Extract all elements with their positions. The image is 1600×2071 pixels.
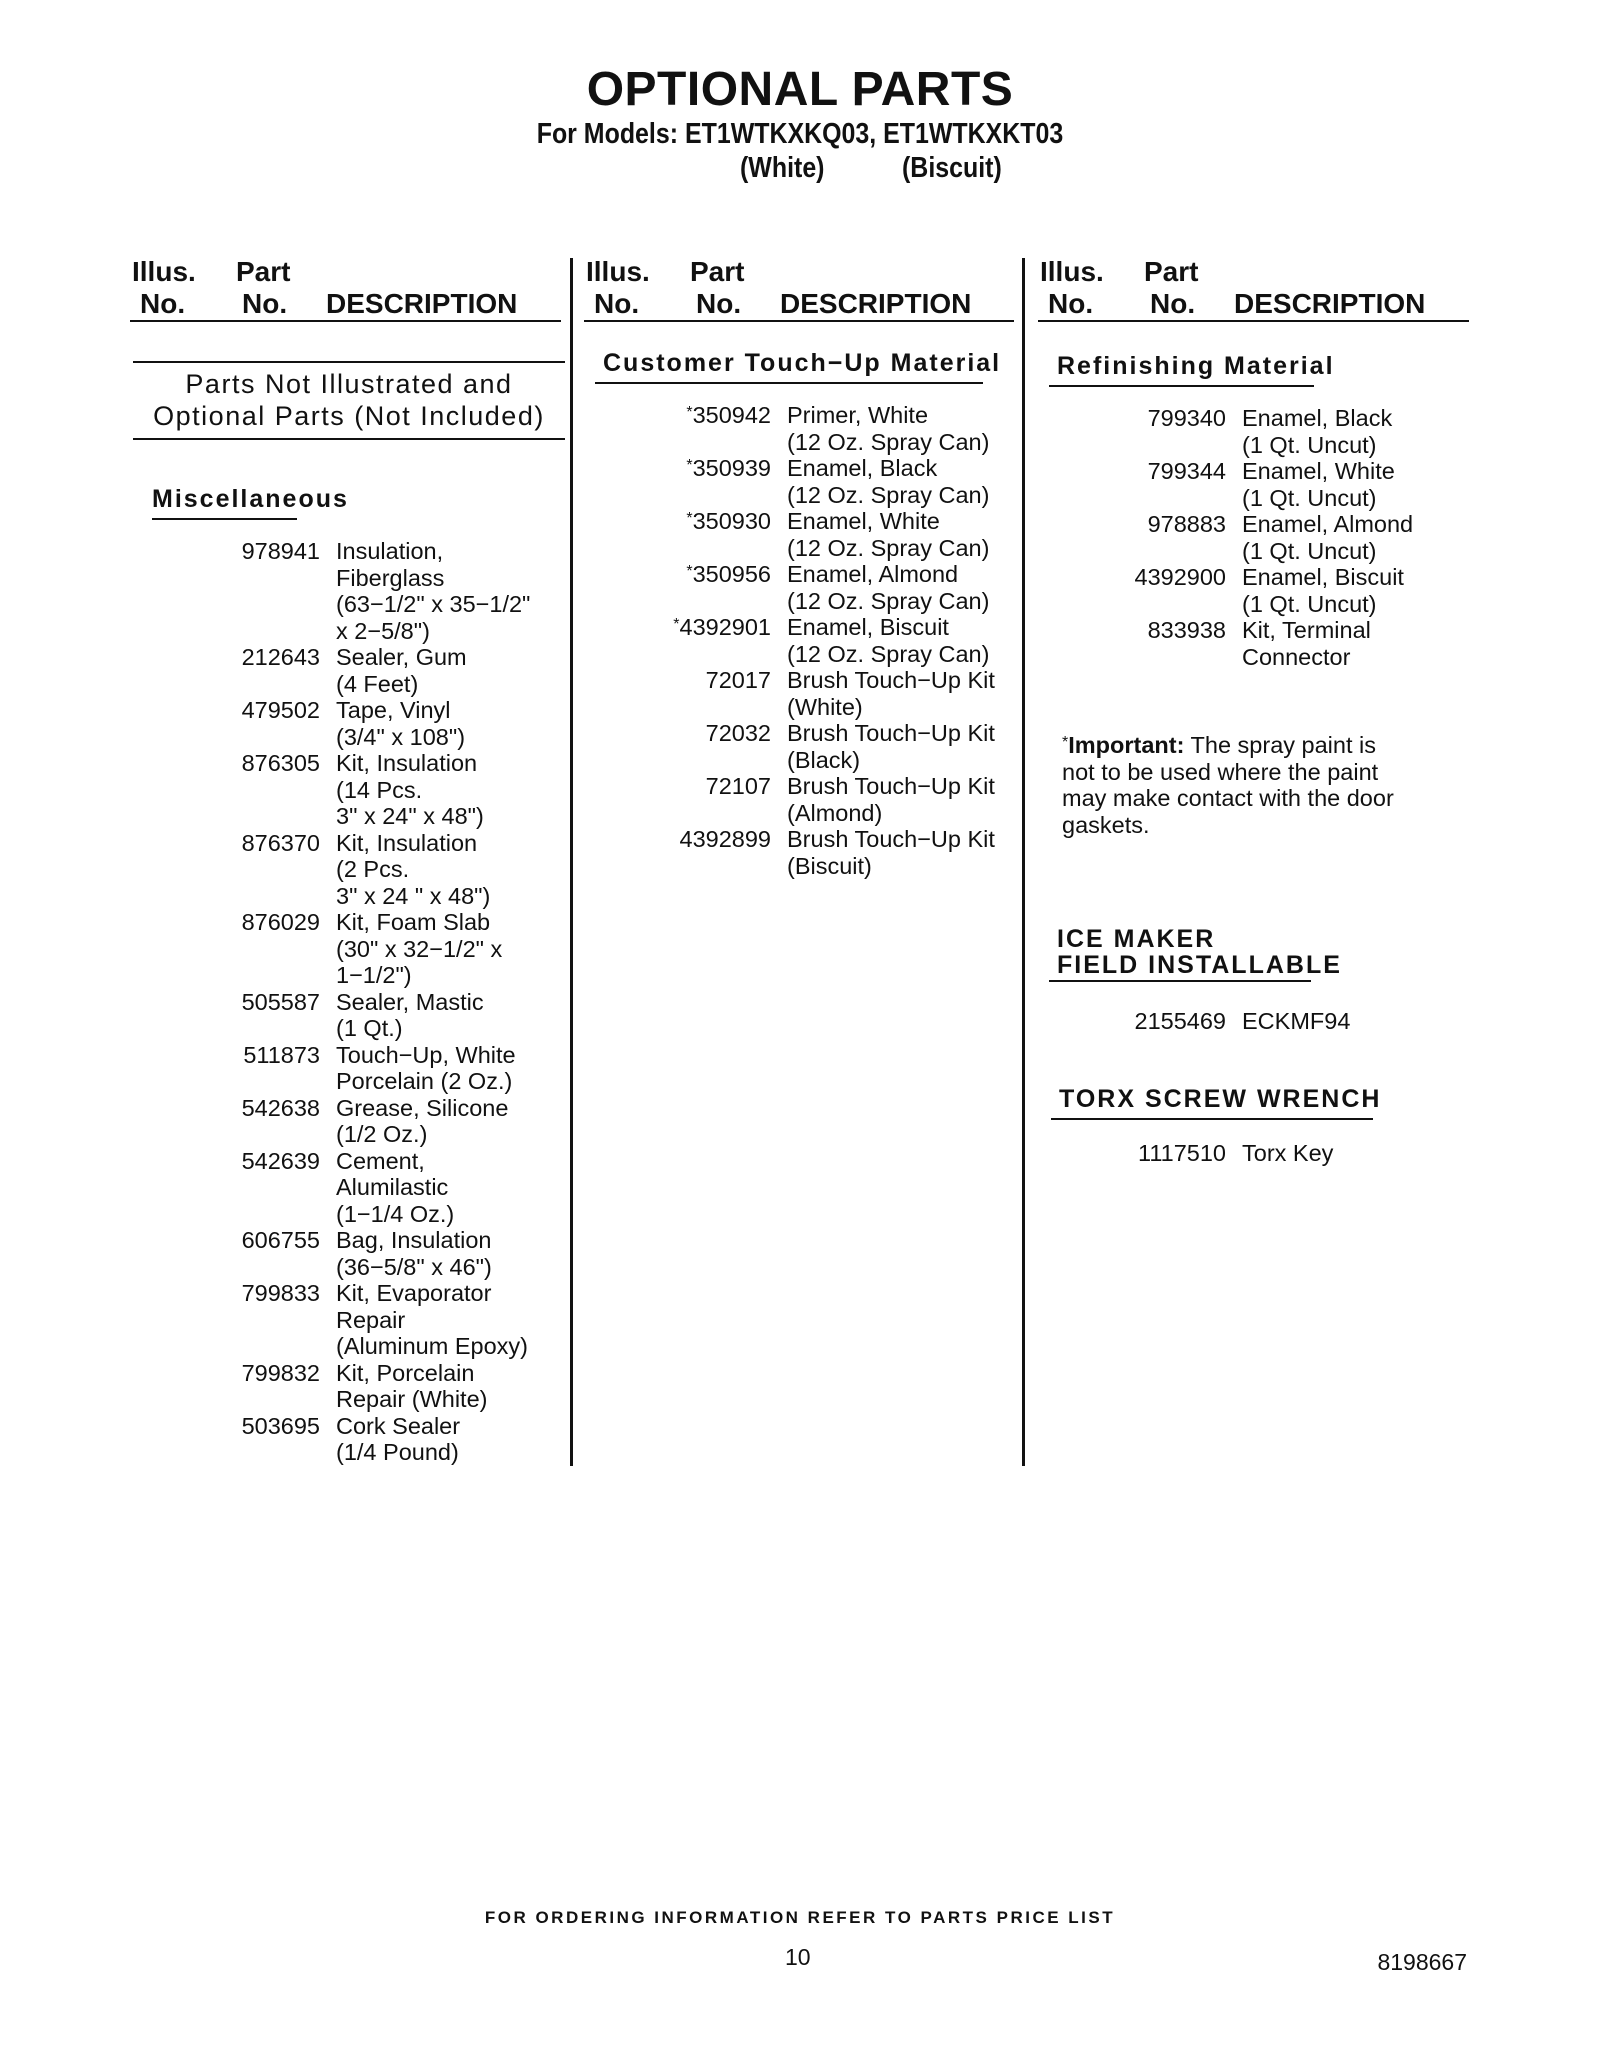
part-number-text: 1117510 — [1138, 1140, 1226, 1166]
part-number — [200, 830, 320, 910]
asterisk-mark: * — [686, 510, 693, 527]
part-description: Enamel, Black (12 Oz. Spray Can) — [787, 455, 990, 508]
list-item — [200, 750, 530, 830]
part-description: Kit, Insulation (2 Pcs. 3" x 24 " x 48") — [336, 829, 491, 909]
list-item — [1096, 458, 1413, 511]
part-number — [640, 614, 771, 667]
list-item — [200, 1227, 530, 1280]
header-description: DESCRIPTION — [1234, 288, 1426, 319]
part-description: Primer, White (12 Oz. Spray Can) — [787, 402, 990, 455]
header-part: Part — [236, 256, 291, 287]
list-item — [200, 1095, 530, 1148]
part-description: Sealer, Gum (4 Feet) — [336, 644, 467, 697]
list-item — [1126, 1140, 1333, 1167]
part-number-text: 978941 — [241, 538, 320, 564]
part-number — [200, 1148, 320, 1228]
part-number — [200, 538, 320, 644]
part-description: Kit, Foam Slab (30" x 32−1/2" x 1−1/2") — [336, 909, 503, 988]
page-title: OPTIONAL PARTS — [586, 63, 1014, 116]
part-number — [1096, 617, 1226, 670]
header-description: DESCRIPTION — [780, 288, 972, 319]
asterisk-mark: * — [686, 457, 693, 474]
not-included-bottom-rule — [133, 438, 565, 440]
list-item — [640, 561, 995, 614]
part-number-text: 542639 — [241, 1147, 320, 1174]
part-number-text: 72107 — [705, 773, 771, 799]
part-number — [200, 1413, 320, 1466]
part-description: Brush Touch−Up Kit (Black) — [787, 720, 995, 773]
touchup-list — [640, 402, 995, 879]
header-illus-no: No. — [140, 288, 186, 319]
section-title-miscellaneous: Miscellaneous — [152, 485, 349, 514]
part-number-text: 4392899 — [679, 826, 771, 852]
list-item — [640, 773, 995, 826]
icemaker-list — [1126, 1008, 1350, 1035]
page-number: 10 — [785, 1944, 811, 1970]
list-item — [200, 909, 530, 989]
part-number — [200, 750, 320, 830]
part-description: Brush Touch−Up Kit (White) — [787, 667, 995, 720]
part-description: Grease, Silicone (1/2 Oz.) — [336, 1094, 509, 1147]
part-number-text: 799833 — [241, 1280, 320, 1306]
section-title-icemaker: ICE MAKER FIELD INSTALLABLE — [1057, 926, 1342, 978]
part-number-text: 350942 — [692, 402, 771, 428]
part-number-text: 511873 — [243, 1041, 320, 1068]
header-illus: Illus. — [1040, 256, 1104, 287]
list-item — [640, 614, 995, 667]
part-description: Enamel, Almond (1 Qt. Uncut) — [1242, 511, 1414, 564]
list-item — [200, 644, 530, 697]
column-divider-2 — [1022, 258, 1025, 1466]
part-description: Brush Touch−Up Kit (Biscuit) — [787, 826, 995, 879]
part-number — [200, 1360, 320, 1413]
list-item — [200, 830, 530, 910]
part-number — [200, 1227, 320, 1280]
part-number — [1126, 1140, 1226, 1167]
list-item — [1096, 564, 1413, 617]
part-number-text: 833938 — [1147, 617, 1226, 643]
not-included-heading: Parts Not Illustrated and Optional Parts (Not Included) — [153, 369, 545, 431]
part-number-text: 72017 — [705, 667, 771, 693]
part-description: Enamel, Black (1 Qt. Uncut) — [1242, 405, 1393, 458]
part-description: Cork Sealer (1/4 Pound) — [336, 1412, 461, 1465]
part-number-text: 799832 — [241, 1359, 320, 1386]
header-part-no: No. — [242, 288, 288, 319]
part-number — [640, 773, 771, 826]
part-number — [200, 909, 320, 989]
part-number-text: 4392901 — [679, 614, 771, 640]
miscellaneous-list — [200, 538, 530, 1466]
part-description: Kit, Evaporator Repair (Aluminum Epoxy) — [336, 1280, 528, 1359]
part-description: ECKMF94 — [1242, 1008, 1351, 1034]
asterisk-mark: * — [686, 404, 693, 421]
part-number — [640, 561, 771, 614]
header-part: Part — [1144, 256, 1199, 287]
part-number — [1096, 458, 1226, 511]
part-number-text: 4392900 — [1134, 564, 1226, 590]
column-divider-1 — [570, 258, 573, 1466]
part-description: Bag, Insulation (36−5/8" x 46") — [336, 1227, 492, 1280]
note-text: The spray paint is not to be used where the paint may make contact with the door gaskets. — [1062, 732, 1394, 838]
refinishing-list — [1096, 405, 1413, 670]
part-description: Touch−Up, White Porcelain (2 Oz.) — [336, 1041, 516, 1094]
part-number-text: 876029 — [241, 909, 320, 935]
part-number-text: 212643 — [241, 644, 320, 670]
part-number — [640, 402, 771, 455]
part-number-text: 505587 — [241, 988, 320, 1015]
models-line: For Models: ET1WTKXKQ03, ET1WTKXKT03 — [536, 118, 1064, 150]
header-part-no: No. — [1150, 288, 1196, 319]
part-description: Enamel, Biscuit (12 Oz. Spray Can) — [787, 614, 990, 667]
list-item — [640, 667, 995, 720]
part-number-text: 876305 — [241, 750, 320, 776]
asterisk-mark: * — [673, 616, 680, 633]
list-item — [200, 1280, 530, 1360]
section-title-refinishing: Refinishing Material — [1057, 352, 1335, 381]
part-number-text: 978883 — [1147, 511, 1226, 537]
list-item — [1096, 405, 1413, 458]
part-description: Cement, Alumilastic (1−1/4 Oz.) — [336, 1147, 455, 1227]
list-item — [200, 1042, 530, 1095]
section-title-touchup: Customer Touch−Up Material — [603, 349, 1001, 378]
list-item — [640, 508, 995, 561]
part-description: Insulation, Fiberglass (63−1/2" x 35−1/2" x 2−5/8") — [336, 538, 531, 644]
list-item — [640, 402, 995, 455]
part-number — [200, 989, 320, 1042]
part-number — [640, 826, 771, 879]
part-number — [1096, 511, 1226, 564]
part-description: Enamel, Almond (12 Oz. Spray Can) — [787, 561, 990, 614]
note-bold: Important: — [1068, 732, 1185, 758]
part-number — [1096, 564, 1226, 617]
list-item — [640, 720, 995, 773]
list-item — [200, 697, 530, 750]
part-number-text: 350939 — [692, 455, 771, 481]
list-item — [200, 1148, 530, 1228]
part-number-text: 479502 — [241, 697, 320, 723]
part-number-text: 2155469 — [1134, 1008, 1226, 1034]
part-number — [200, 697, 320, 750]
part-description: Enamel, White (1 Qt. Uncut) — [1242, 458, 1395, 511]
part-description: Kit, Porcelain Repair (White) — [336, 1359, 488, 1412]
header-illus: Illus. — [586, 256, 650, 287]
header-description: DESCRIPTION — [326, 288, 518, 319]
list-item — [200, 989, 530, 1042]
part-number — [200, 1095, 320, 1148]
header-rule-3 — [1038, 320, 1469, 322]
variant-biscuit: (Biscuit) — [902, 152, 1002, 184]
list-item — [640, 455, 995, 508]
part-number — [200, 644, 320, 697]
part-number — [200, 1042, 320, 1095]
part-number — [640, 508, 771, 561]
header-illus: Illus. — [132, 256, 196, 287]
part-number — [1096, 405, 1226, 458]
header-illus-no: No. — [594, 288, 640, 319]
list-item — [1126, 1008, 1350, 1035]
list-item — [200, 538, 530, 644]
asterisk-mark: * — [686, 563, 693, 580]
part-number-text: 542638 — [241, 1094, 320, 1121]
part-number — [1126, 1008, 1226, 1035]
part-number-text: 876370 — [241, 829, 320, 856]
header-part: Part — [690, 256, 745, 287]
note-asterisk: * — [1062, 734, 1069, 751]
part-number-text: 799344 — [1147, 458, 1226, 484]
document-number: 8198667 — [1377, 1949, 1467, 1975]
part-number-text: 503695 — [241, 1412, 320, 1439]
part-description: Kit, Insulation (14 Pcs. 3" x 24" x 48") — [336, 750, 484, 829]
not-included-top-rule — [133, 361, 565, 363]
part-description: Sealer, Mastic (1 Qt.) — [336, 988, 484, 1041]
part-description: Tape, Vinyl (3/4" x 108") — [336, 697, 466, 750]
part-number-text: 799340 — [1147, 405, 1226, 431]
torx-list — [1126, 1140, 1333, 1167]
part-number-text: 606755 — [241, 1227, 320, 1253]
part-number — [640, 667, 771, 720]
part-number — [200, 1280, 320, 1360]
list-item — [1096, 617, 1413, 670]
part-description: Brush Touch−Up Kit (Almond) — [787, 773, 995, 826]
header-rule-1 — [130, 320, 561, 322]
part-description: Kit, Terminal Connector — [1242, 617, 1371, 670]
important-note — [1062, 732, 1394, 838]
column-header-1 — [0, 256, 1600, 326]
section-title-torx: TORX SCREW WRENCH — [1059, 1085, 1381, 1114]
part-number-text: 350930 — [692, 508, 771, 534]
part-description: Enamel, Biscuit (1 Qt. Uncut) — [1242, 564, 1404, 617]
variant-white: (White) — [740, 152, 825, 184]
list-item — [640, 826, 995, 879]
header-rule-2 — [584, 320, 1014, 322]
part-number — [640, 720, 771, 773]
list-item — [200, 1360, 530, 1413]
header-part-no: No. — [696, 288, 742, 319]
list-item — [200, 1413, 530, 1466]
part-description: Torx Key — [1242, 1140, 1334, 1166]
part-number-text: 350956 — [692, 561, 771, 587]
header-illus-no: No. — [1048, 288, 1094, 319]
list-item — [1096, 511, 1413, 564]
ordering-footer: FOR ORDERING INFORMATION REFER TO PARTS PRICE LIST — [484, 1908, 1116, 1927]
part-description: Enamel, White (12 Oz. Spray Can) — [787, 508, 990, 561]
part-number — [640, 455, 771, 508]
part-number-text: 72032 — [705, 720, 771, 746]
